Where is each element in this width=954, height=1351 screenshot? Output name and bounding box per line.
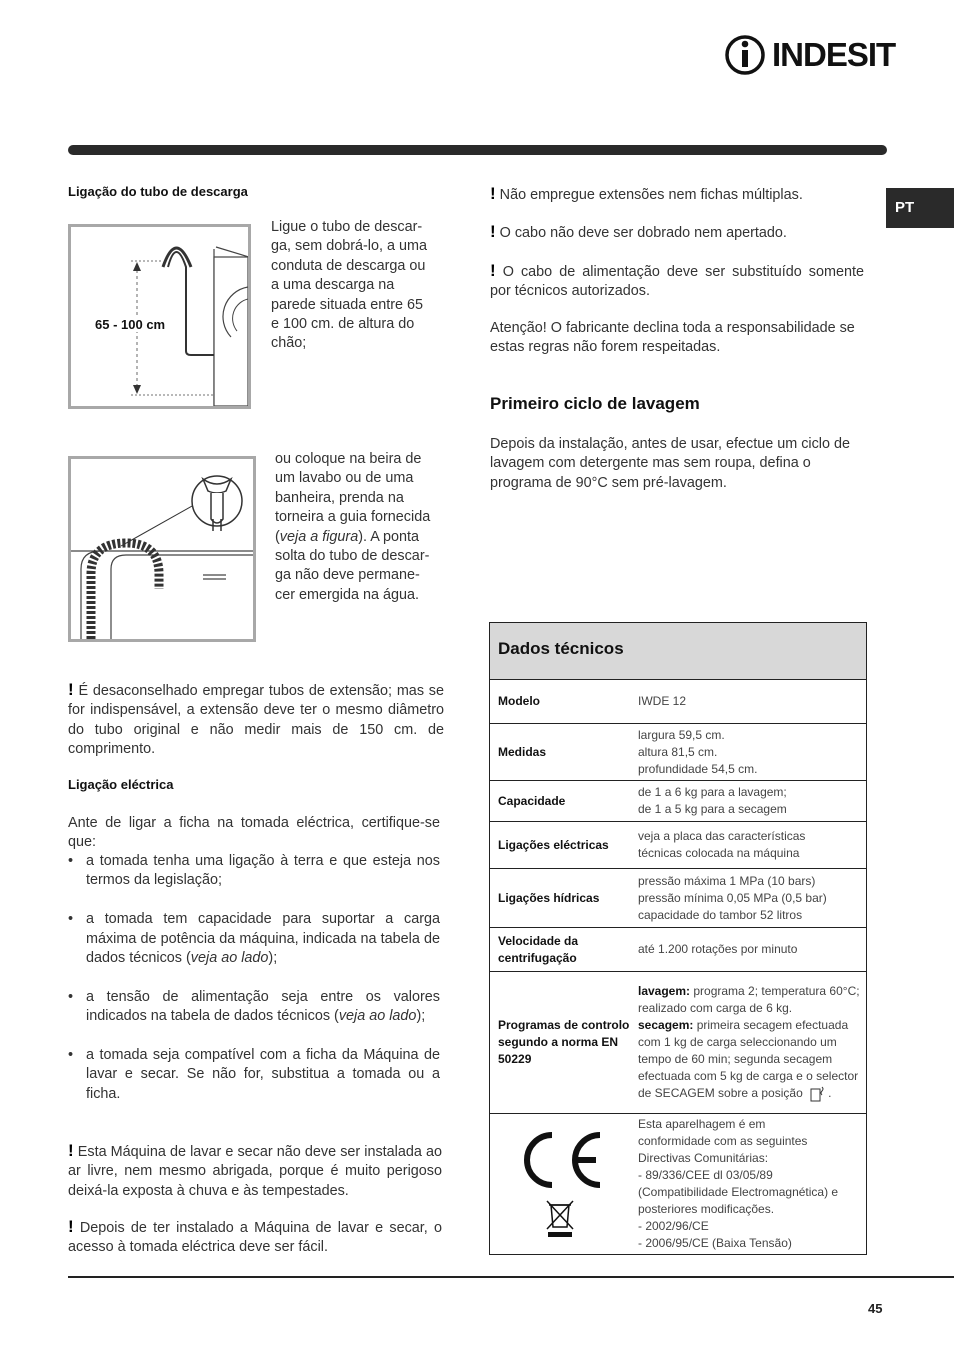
drain-text-sink [275, 450, 451, 605]
value-line: Esta aparelhagem é em [638, 1117, 766, 1131]
drain-sink-illustration [71, 459, 253, 639]
row-label: Ligações hídricas [498, 890, 600, 905]
value-line: capacidade do tambor 52 litros [638, 907, 803, 922]
table-row [490, 1114, 866, 1254]
value-line: largura 59,5 cm. [638, 727, 725, 742]
text-line: cer emergida na água. [275, 586, 419, 603]
row-label: Velocidade da centrifugação [498, 933, 579, 965]
text-line: ga, sem dobrá-lo, a uma [271, 238, 427, 255]
value-line: - 2002/96/CE [638, 1219, 709, 1233]
tech-data-table [489, 622, 867, 1255]
value-line: altura 81,5 cm. [638, 744, 718, 759]
warning-mark: ! [68, 1217, 74, 1236]
row-value [630, 724, 866, 780]
first-cycle-heading: Primeiro ciclo de lavagem [490, 394, 700, 413]
warning-text: O cabo não deve ser dobrado nem apertado. [499, 225, 787, 241]
text-line: Ligue o tubo de descar- [271, 219, 423, 235]
outdoor-warning-text: Esta Máquina de lavar e secar não deve ser instalada ao ar livre, nem mesmo abrigada, porque é muito perigoso deixá-la exposta à chuva e às tempestades. [68, 1144, 442, 1199]
table-row [490, 724, 866, 781]
cross-reference: veja ao lado [338, 1008, 417, 1025]
value-line: até 1.200 rotações por minuto [638, 942, 798, 956]
tech-data-heading: Dados técnicos [490, 623, 866, 680]
first-cycle-text: Depois da instalação, antes de usar, efectue um ciclo de lavagem com detergente mas sem roupa, defina o programa de 90°C sem pré-lavagem. [490, 436, 850, 491]
text-line: banheira, prenda na [275, 489, 404, 506]
extension-warning-text: É desaconselhado empregar tubos de extensão; mas se for indispensável, a extensão deve ter o mesmo diâmetro do tubo original e não medir mais de 150 cm. de comprimento. [68, 683, 444, 758]
value-label: lavagem: [638, 984, 691, 998]
value-line: profundidade 54,5 cm. [638, 761, 758, 776]
table-row [490, 781, 866, 822]
access-warning-text: Depois de ter instalado a Máquina de lavar e secar, o acesso à tomada eléctrica deve ser fácil. [68, 1220, 442, 1256]
list-item-text: ); [416, 1008, 426, 1025]
extension-warning [68, 680, 444, 760]
warning-text: Não empregue extensões nem fichas múltiplas. [499, 187, 803, 203]
outdoor-warning [68, 1141, 442, 1201]
text-line: e 100 cm. de altura do [271, 316, 415, 333]
value-line: Directivas Comunitárias: [638, 1151, 769, 1165]
brand-logo [724, 34, 896, 76]
drain-text-wall [271, 218, 451, 354]
drain-heading: Ligação do tubo de descarga [68, 184, 248, 199]
text-line: conduta de descarga ou [271, 257, 426, 274]
warning-extensions [490, 184, 840, 205]
text-line: chão; [271, 335, 307, 352]
table-row [490, 928, 866, 972]
warning-mark: ! [490, 184, 496, 203]
warning-mark: ! [490, 222, 496, 241]
text-line: a uma descarga na [271, 277, 395, 294]
table-row [490, 869, 866, 928]
list-item-text: ); [268, 950, 278, 967]
value-line: pressão máxima 1 MPa (10 bars) [638, 873, 816, 888]
text-part: ( [275, 528, 280, 545]
figure-reference: veja a figura [279, 528, 359, 545]
ce-mark-icon [512, 1129, 608, 1191]
value-line: - 2006/95/CE (Baixa Tensão) [638, 1236, 792, 1250]
value-line: - 89/336/CEE dl 03/05/89 [638, 1168, 773, 1182]
list-item [68, 1046, 440, 1104]
compliance-marks [490, 1114, 630, 1254]
value-line: posteriores modificações. [638, 1202, 775, 1216]
warning-mark: ! [490, 261, 496, 280]
list-item [68, 988, 440, 1027]
page-number: 45 [868, 1301, 883, 1316]
text-line: ou coloque na beira de [275, 451, 422, 467]
warning-mark: ! [68, 1141, 74, 1160]
row-value [630, 680, 866, 723]
footer-rule [68, 1276, 954, 1278]
row-value [630, 869, 866, 927]
row-label: Programas de controlo segundo a norma EN 50229 [498, 1018, 630, 1066]
list-item-text: a tomada tem capacidade para suportar a carga máxima de potência da máquina, indicada na tabela de dados técnicos ( [86, 911, 440, 967]
drain-height-label: 65 - 100 cm [95, 317, 166, 332]
text-line [275, 528, 451, 547]
text-line: um lavabo ou de uma [275, 470, 414, 487]
row-label: Ligações eléctricas [498, 837, 609, 852]
row-label: Modelo [498, 694, 540, 708]
value-text: . [828, 1086, 832, 1100]
drain-height-figure [68, 224, 251, 409]
text-line: ga não deve permane- [275, 567, 420, 584]
warning-text: O cabo de alimentação deve ser substituído somente por técnicos autorizados. [490, 264, 864, 300]
list-item [68, 852, 440, 891]
electric-intro: Ante de ligar a ficha na tomada eléctrica, certifique-se que: [68, 815, 440, 851]
value-text: programa 2; temperatura 60°C; realizado com carga de 6 kg. [638, 984, 860, 1015]
row-value [630, 781, 866, 821]
compliance-text [630, 1114, 866, 1254]
row-value [630, 972, 866, 1113]
dry-position-icon [808, 1086, 826, 1102]
row-value [630, 822, 866, 868]
value-line: técnicas colocada na máquina [638, 846, 800, 860]
value-line: conformidade com as seguintes [638, 1134, 808, 1148]
cross-reference: veja ao lado [190, 950, 269, 967]
language-tab: PT [886, 188, 954, 228]
value-line: veja a placa das características [638, 829, 806, 843]
value-text: primeira secagem efectuada com 1 kg de carga seleccionando um tempo de 60 min; segunda secagem efectuada com 5 kg de carga e o selector de SECAGEM sobre a posição [638, 1018, 859, 1100]
text-line: torneira a guia fornecida [275, 509, 431, 526]
row-value [630, 928, 866, 971]
row-label: Capacidade [498, 793, 566, 808]
header-rule [68, 145, 887, 155]
value-label: secagem: [638, 1018, 694, 1032]
brand-logo-icon [724, 34, 768, 76]
warning-mark: ! [68, 680, 74, 699]
table-row [490, 680, 866, 724]
list-item-text: a tomada seja compatível com a ficha da Máquina de lavar e secar. Se não for, substitua a tomada ou a ficha. [86, 1047, 440, 1102]
drain-sink-figure [68, 456, 256, 642]
list-item [68, 910, 440, 968]
value-line: IWDE 12 [638, 694, 687, 708]
electric-heading: Ligação eléctrica [68, 777, 174, 792]
value-paragraph [638, 1017, 860, 1102]
value-line: (Compatibilidade Electromagnética) e [638, 1185, 839, 1199]
text-part: ). A ponta [358, 528, 420, 545]
brand-name: INDESIT [772, 36, 896, 73]
value-line: pressão mínima 0,05 MPa (0,5 bar) [638, 890, 827, 905]
value-line: de 1 a 5 kg para a secagem [638, 802, 787, 816]
list-item-text: a tensão de alimentação seja entre os valores indicados na tabela de dados técnicos ( [86, 988, 440, 1025]
text-line: solta do tubo de descar- [275, 548, 430, 565]
warning-cable-replace [490, 261, 864, 302]
table-row [490, 822, 866, 869]
weee-bin-icon [543, 1199, 577, 1239]
value-line: de 1 a 6 kg para a lavagem; [638, 785, 787, 799]
electric-checklist [68, 852, 440, 1124]
row-label: Medidas [498, 744, 547, 759]
table-row [490, 972, 866, 1114]
attention-note: Atenção! O fabricante declina toda a responsabilidade se estas regras não forem respeitadas. [490, 320, 855, 356]
list-item-text: a tomada tenha uma ligação à terra e que esteja nos termos da legislação; [86, 853, 440, 889]
value-paragraph [638, 983, 860, 1017]
access-warning [68, 1217, 442, 1258]
warning-cable-bend [490, 222, 864, 243]
text-line: parede situada entre 65 [271, 296, 424, 313]
